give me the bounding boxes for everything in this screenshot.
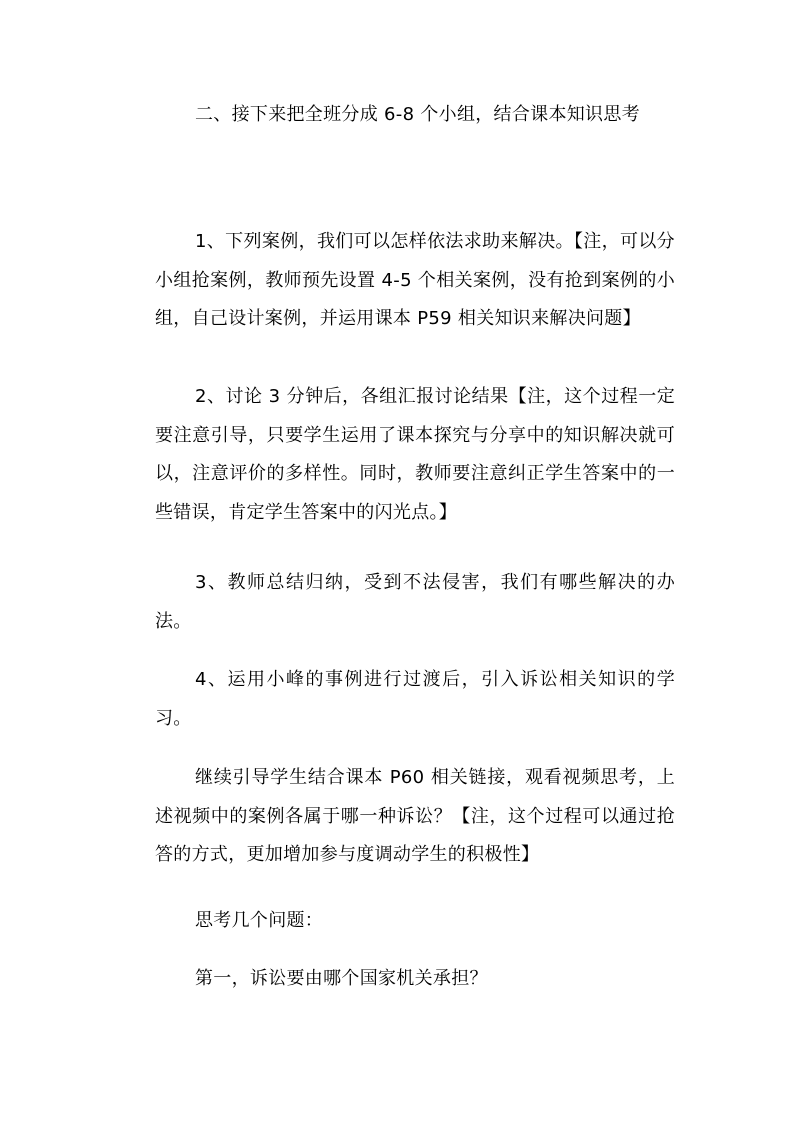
paragraph-step-2: 2、讨论 3 分钟后，各组汇报讨论结果【注，这个过程一定要注意引导，只要学生运用了课本探究与分享中的知识解决就可以，注意评价的多样性。同时，教师要注意纠正学生答案中的一些错误，肯定学生答案中的闪光点。】 — [155, 386, 675, 523]
paragraph-step-4: 4、运用小峰的事例进行过渡后，引入诉讼相关知识的学习。 — [155, 669, 675, 729]
paragraph-step-1: 1、下列案例，我们可以怎样依法求助来解决。【注，可以分小组抢案例，教师预先设置 4-5 个相关案例，没有抢到案例的小组，自己设计案例，并运用课本 P59 相关知识来解决问题】 — [155, 231, 675, 329]
paragraph-questions-heading: 思考几个问题： — [195, 910, 324, 931]
paragraph-group-discussion: 二、接下来把全班分成 6-8 个小组，结合课本知识思考 — [195, 104, 640, 125]
paragraph-continue-guide: 继续引导学生结合课本 P60 相关链接，观看视频思考，上述视频中的案例各属于哪一种诉讼？【注，这个过程可以通过抢答的方式，更加增加参与度调动学生的积极性】 — [155, 767, 675, 865]
paragraph-step-3: 3、教师总结归纳，受到不法侵害，我们有哪些解决的办法。 — [155, 572, 675, 632]
paragraph-question-1: 第一，诉讼要由哪个国家机关承担？ — [195, 968, 488, 989]
